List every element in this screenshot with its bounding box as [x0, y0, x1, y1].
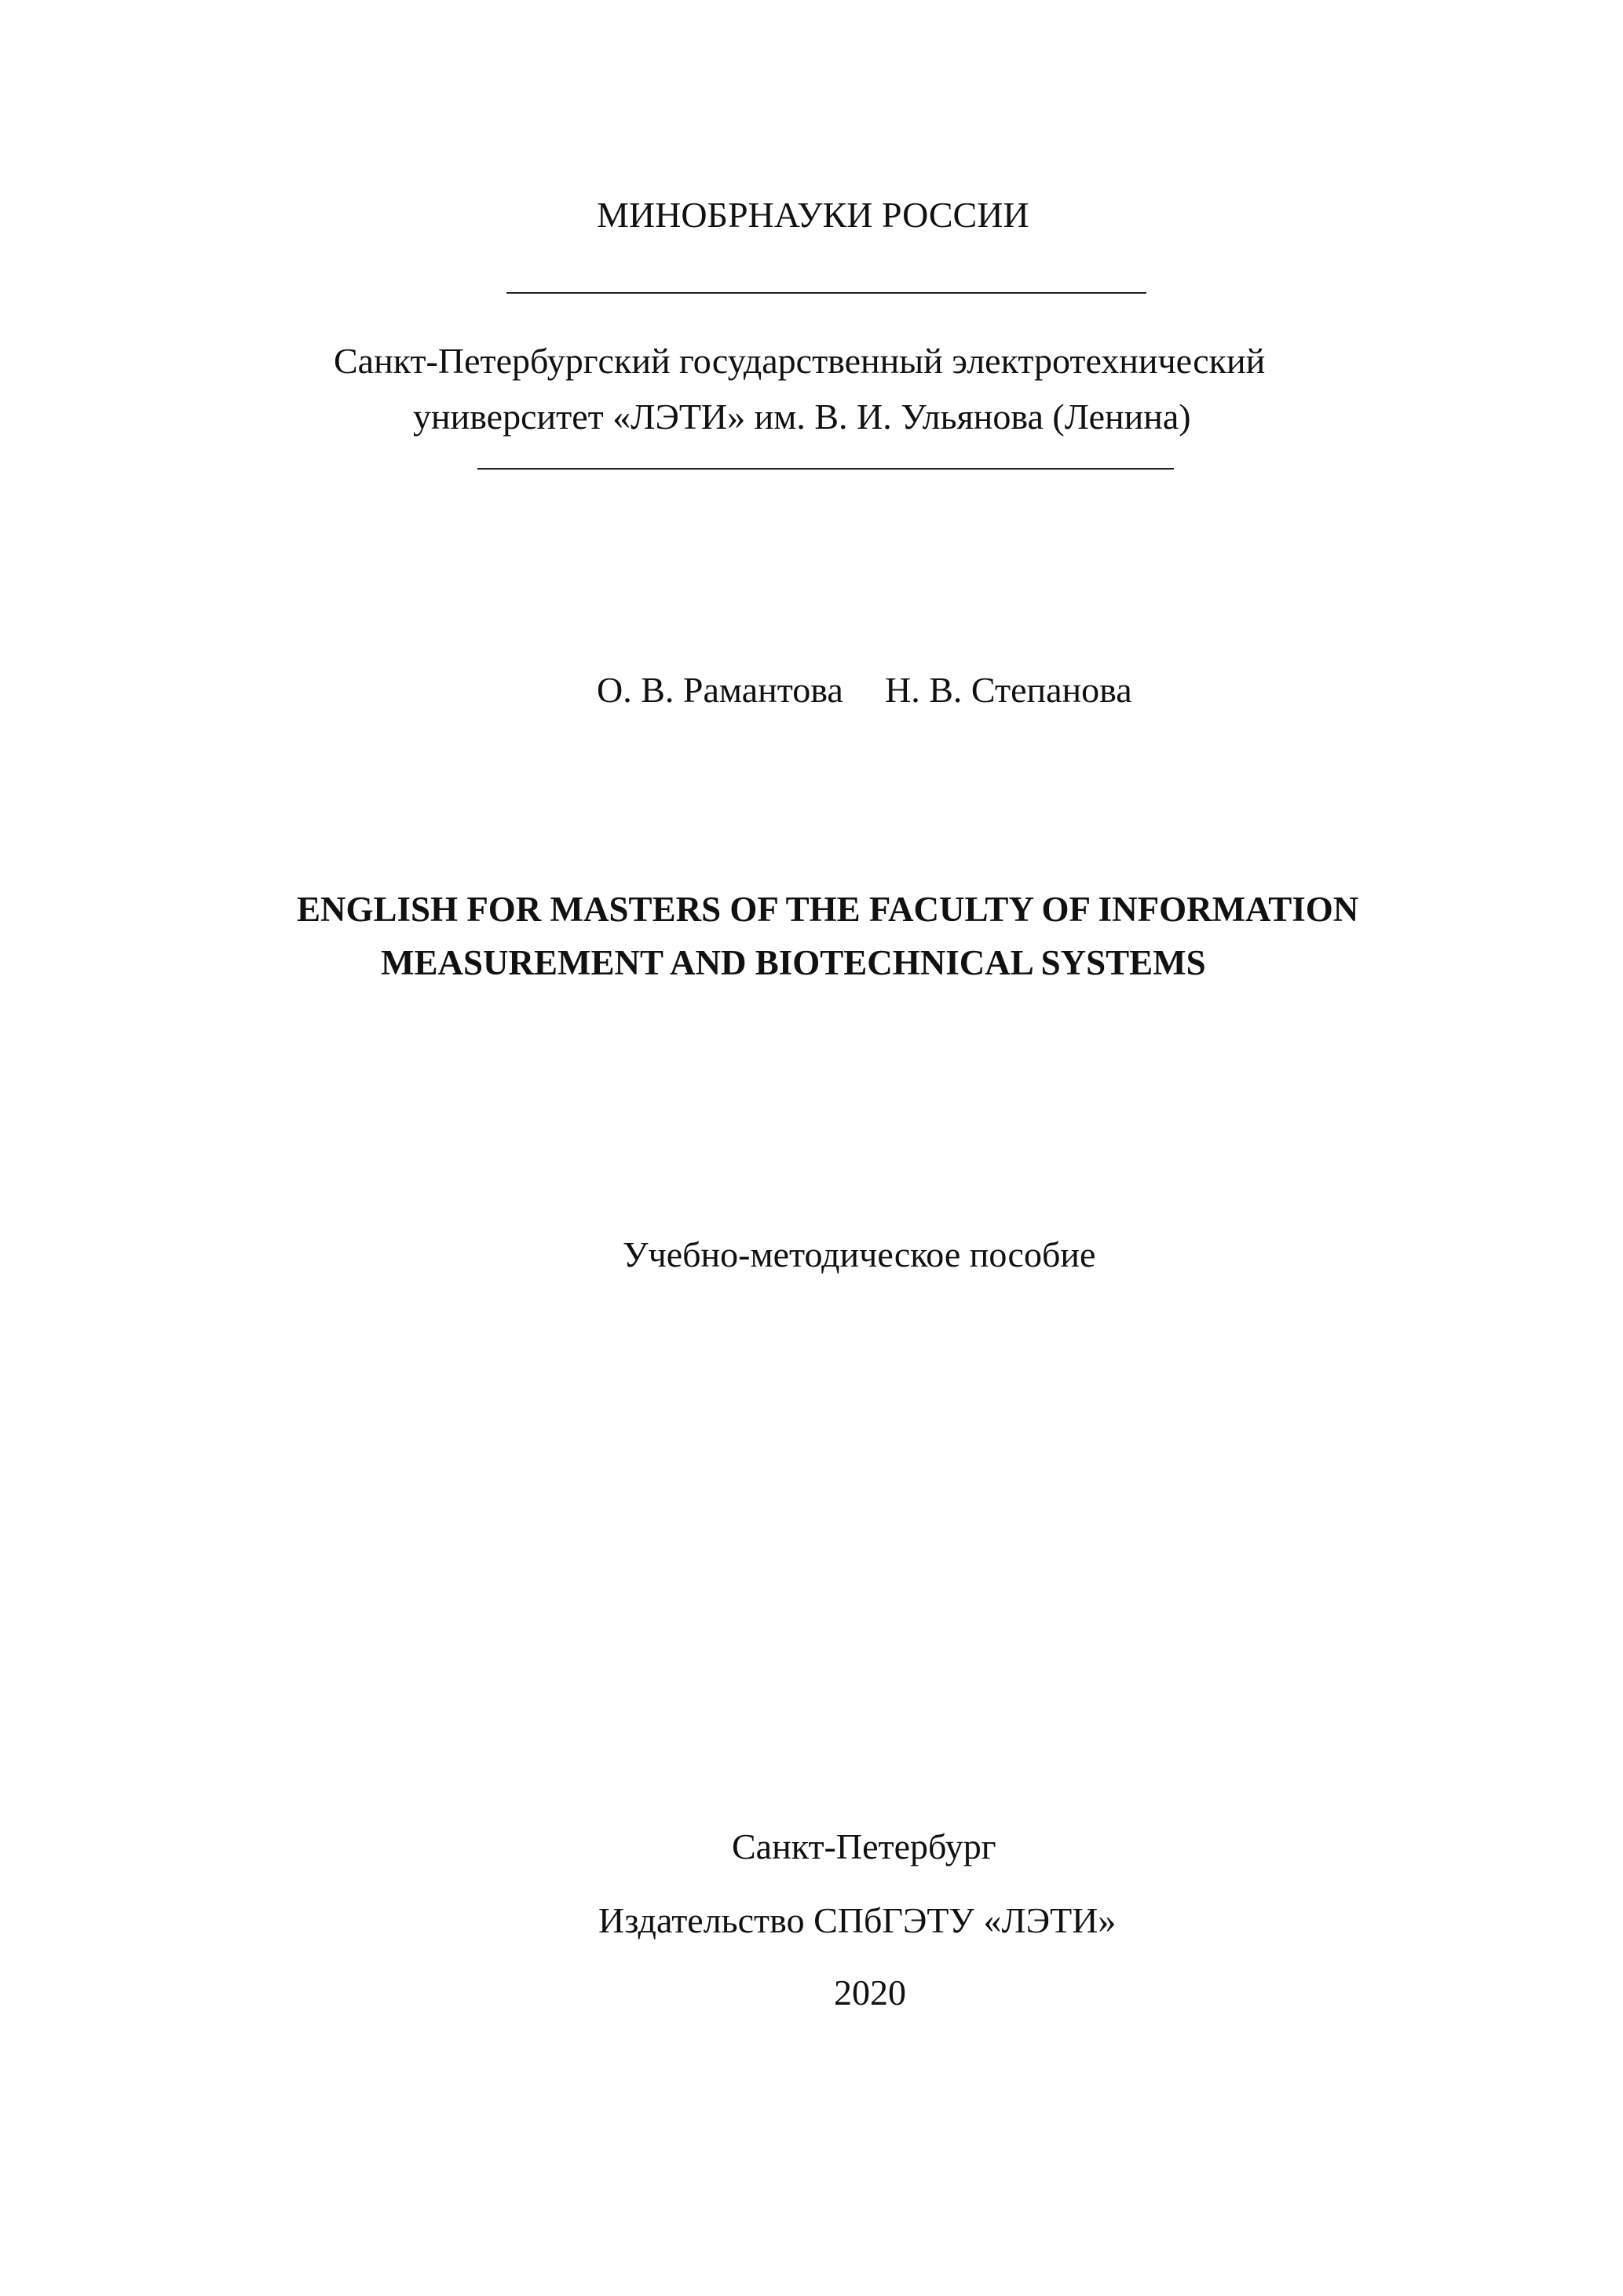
publication-year: 2020: [834, 1972, 906, 2013]
author-2: Н. В. Степанова: [885, 670, 1132, 710]
header-rule-bottom: [477, 468, 1174, 470]
university-name-line1: Санкт-Петербургский государственный электротехнический: [334, 341, 1266, 381]
document-title-line2: MEASUREMENT AND BIOTECHNICAL SYSTEMS: [381, 943, 1206, 982]
document-type: Учебно-методическое пособие: [623, 1234, 1096, 1274]
publication-city: Санкт-Петербург: [732, 1826, 996, 1866]
university-name-line2: университет «ЛЭТИ» им. В. И. Ульянова (Ленина): [413, 397, 1191, 437]
document-title-line1: ENGLISH FOR MASTERS OF THE FACULTY OF INFORMATION: [297, 890, 1359, 929]
header-rule-top: [506, 292, 1146, 294]
author-1: О. В. Рамантова: [597, 670, 843, 710]
ministry-heading: МИНОБРНАУКИ РОССИИ: [597, 195, 1029, 235]
publisher: Издательство СПбГЭТУ «ЛЭТИ»: [598, 1900, 1117, 1940]
